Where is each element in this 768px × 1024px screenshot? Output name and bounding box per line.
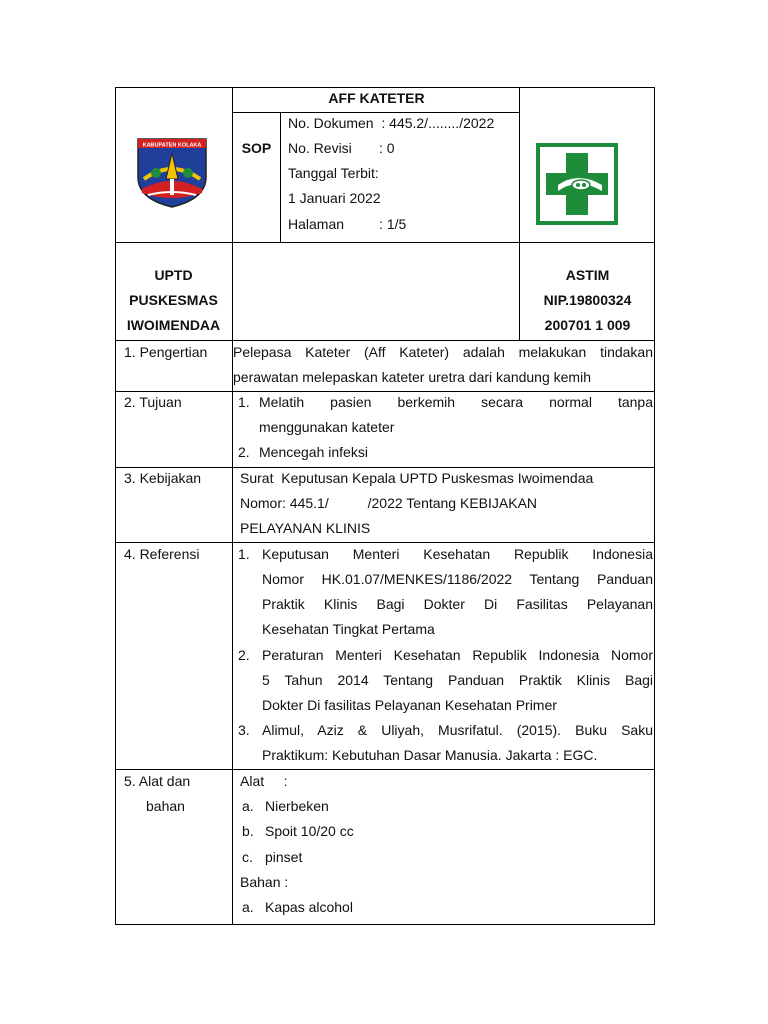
alat-item-b-letter: b. [242,823,254,839]
org-row-bottom-border [115,340,655,341]
label-column-border [232,87,233,925]
referensi-item-3-line-2: Praktikum: Kebutuhan Dasar Manusia. Jakarta : EGC. [262,747,598,763]
pengertian-line-1: Pelepasa Kateter (Aff Kateter) adalah melakukan tindakan [233,344,653,360]
sop-column-border [280,112,281,242]
row-border-kebijakan [115,542,655,543]
org-line-3: IWOIMENDAA [126,317,221,333]
document-title: AFF KATETER [328,90,425,106]
referensi-item-1-number: 1. [238,546,250,562]
emblem-text: KABUPATEN KOLAKA [142,142,202,149]
issue-date-label: Tanggal Terbit: [288,165,379,181]
referensi-item-1-line-1: Keputusan Menteri Kesehatan Republik Indonesia [262,546,653,562]
regency-emblem-logo [134,133,210,209]
tujuan-item-2: Mencegah infeksi [259,444,368,460]
signer-nip-2: 200701 1 009 [544,317,631,333]
header-bottom-border [115,242,655,243]
section-label-kebijakan: 3. Kebijakan [124,470,202,486]
sop-label: SOP [241,140,272,156]
row-border-referensi [115,769,655,770]
document-number: No. Dokumen : 445.2/......../2022 [288,115,495,131]
bahan-item-a: Kapas alcohol [265,899,353,915]
table-border-top [115,87,655,88]
section-label-referensi: 4. Referensi [124,546,200,562]
tujuan-item-2-number: 2. [238,444,250,460]
page-number: Halaman : 1/5 [288,216,407,232]
row-border-tujuan [115,467,655,468]
referensi-item-1-line-2: Nomor HK.01.07/MENKES/1186/2022 Tentang Panduan [262,571,653,587]
tujuan-item-1-number: 1. [238,394,250,410]
alat-item-a-letter: a. [242,798,254,814]
revision-number: No. Revisi : 0 [288,140,395,156]
signer-nip-1: NIP.19800324 [543,292,632,308]
signer-name: ASTIM [565,267,610,283]
kebijakan-line-3: PELAYANAN KLINIS [240,520,371,536]
org-line-1: UPTD [154,267,193,283]
alat-item-c: pinset [265,849,303,865]
referensi-item-2-number: 2. [238,647,250,663]
kebijakan-line-2: Nomor: 445.1/ /2022 Tentang KEBIJAKAN [240,495,538,511]
section-label-alat-line-1: 5. Alat dan [124,773,191,789]
alat-item-b: Spoit 10/20 cc [265,823,354,839]
puskesmas-logo [536,143,618,225]
section-label-alat-line-2: bahan [146,798,185,814]
title-underline [233,112,520,113]
table-border-left [115,87,116,925]
alat-heading: Alat : [240,773,288,789]
referensi-item-2-line-1: Peraturan Menteri Kesehatan Republik Indonesia Nomor [262,647,653,663]
alat-item-c-letter: c. [242,849,253,865]
pengertian-line-2: perawatan melepaskan kateter uretra dari kandung kemih [233,369,591,385]
sop-document [115,87,655,925]
referensi-item-3-line-1: Alimul, Aziz & Uliyah, Musrifatul. (2015). Buku Saku [262,722,653,738]
issue-date: 1 Januari 2022 [288,190,381,206]
referensi-item-1-line-3: Praktik Klinis Bagi Dokter Di Fasilitas Pelayanan [262,596,653,612]
referensi-item-2-line-3: Dokter Di fasilitas Pelayanan Kesehatan Primer [262,697,557,713]
bahan-item-a-letter: a. [242,899,254,915]
table-border-bottom [115,924,655,925]
org-line-2: PUSKESMAS [129,292,218,308]
tujuan-item-1-line-1: Melatih pasien berkemih secara normal tanpa [259,394,653,410]
section-label-tujuan: 2. Tujuan [124,394,182,410]
kebijakan-line-1: Surat Keputusan Kepala UPTD Puskesmas Iwoimendaa [240,470,594,486]
table-border-right [654,87,655,925]
referensi-item-2-line-2: 5 Tahun 2014 Tentang Panduan Praktik Klinis Bagi [262,672,653,688]
alat-item-a: Nierbeken [265,798,329,814]
section-label-pengertian: 1. Pengertian [124,344,208,360]
tujuan-item-1-line-2: menggunakan kateter [259,419,395,435]
row-border-pengertian [115,391,655,392]
referensi-item-1-line-4: Kesehatan Tingkat Pertama [262,621,435,637]
referensi-item-3-number: 3. [238,722,250,738]
bahan-heading: Bahan : [240,874,289,890]
